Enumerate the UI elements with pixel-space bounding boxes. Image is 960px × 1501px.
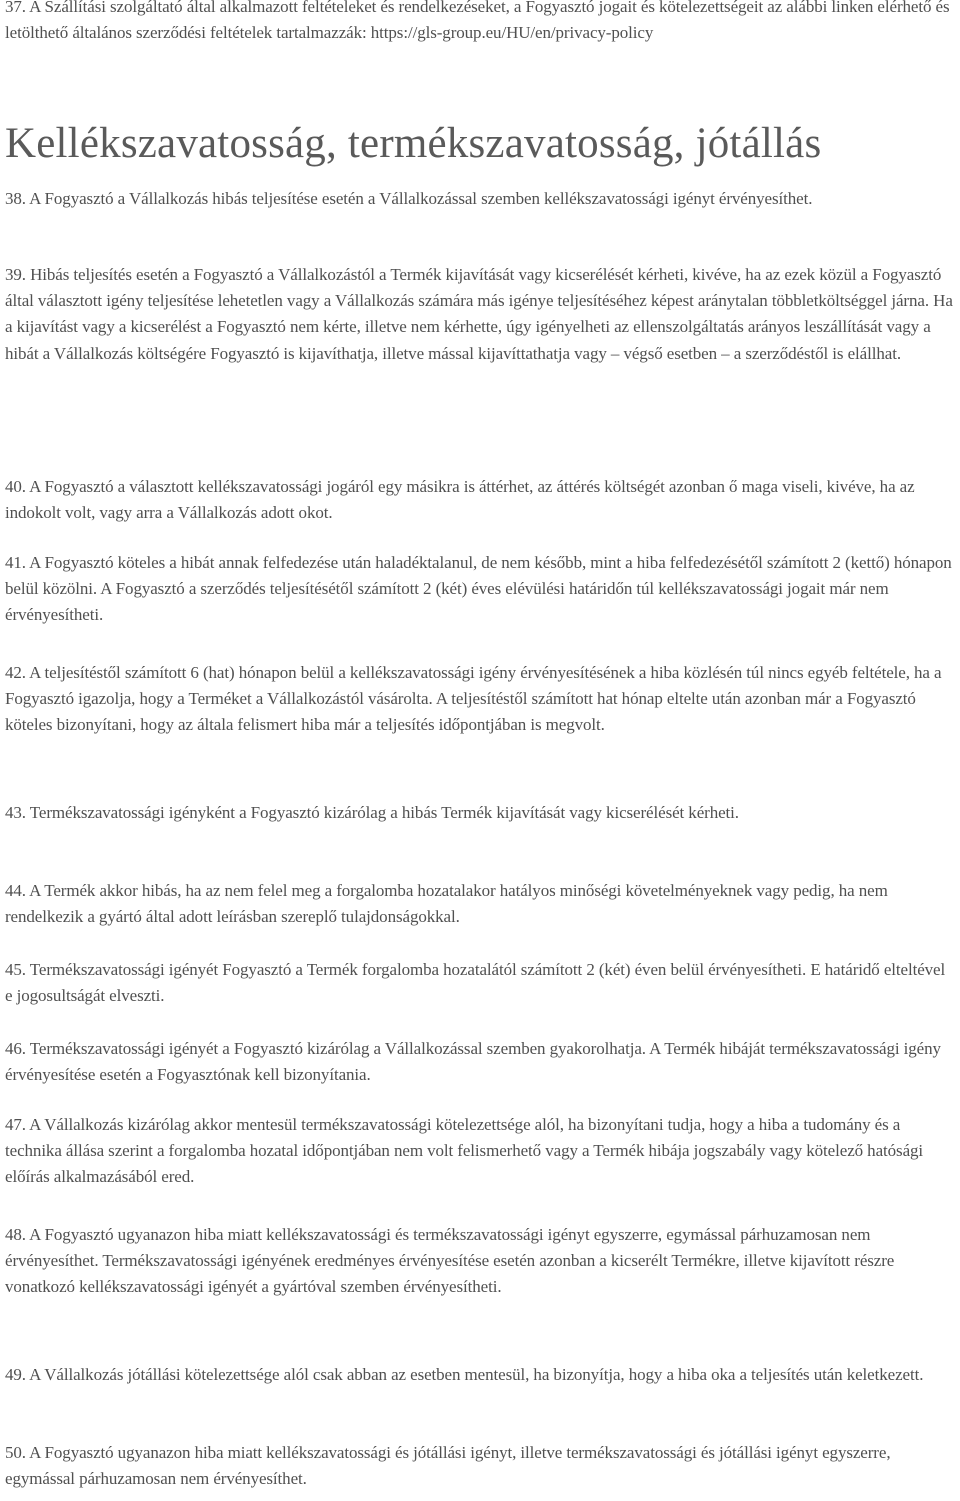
paragraph-42: 42. A teljesítéstől számított 6 (hat) hónapon belül a kellékszavatossági igény érvényesítésének a hiba közlésén túl nincs egyéb feltétele, ha a Fogyasztó igazolja, hogy a Terméket a Vállalkozástól vásárolta. A teljesítéstől számított hat hónap eltelte után azonban már a Fogyasztó köteles bizonyítani, hogy az általa felismert hiba már a teljesítés időpontjában is megvolt. bbox=[5, 663, 942, 735]
paragraph-47: 47. A Vállalkozás kizárólag akkor mentesül termékszavatossági kötelezettsége alól, ha bizonyítani tudja, hogy a hiba a tudomány és a technika állása szerint a forgalomba hozatal időpontjában nem volt felismerhető vagy a Termék hibája jogszabály vagy kötelező hatósági előírás alkalmazásából ered. bbox=[5, 1115, 924, 1187]
paragraph-50: 50. A Fogyasztó ugyanazon hiba miatt kellékszavatossági és jótállási igényt, illetve termékszavatossági és jótállási igényt egyszerre, egymással párhuzamosan nem érvényesíthet. bbox=[5, 1443, 891, 1489]
section-heading: Kellékszavatosság, termékszavatosság, jótállás bbox=[5, 120, 822, 167]
paragraph-44: 44. A Termék akkor hibás, ha az nem felel meg a forgalomba hozatalakor hatályos minőségi követelményeknek vagy pedig, ha nem rendelkezik a gyártó által adott leírásban szereplő tulajdonságokkal. bbox=[5, 881, 888, 927]
paragraph-45: 45. Termékszavatossági igényét Fogyasztó a Termék forgalomba hozatalától számított 2 (két) éven belül érvényesítheti. E határidő elteltével e jogosultságát elveszti. bbox=[5, 960, 946, 1006]
paragraph-39: 39. Hibás teljesítés esetén a Fogyasztó a Vállalkozástól a Termék kijavítását vagy kicserélését kérheti, kivéve, ha az ezek közül a Fogyasztó által választott igény teljesítése lehetetlen vagy a Vállalkozás számára más igénye teljesítéséhez képest aránytalan többletköltséggel járna. Ha a kijavítást vagy a kicserélést a Fogyasztó nem kérte, illetve nem kérhette, úgy igényelheti az ellenszolgáltatás arányos leszállítását vagy a hibát a Vállalkozás költségére Fogyasztó is kijavíthatja, illetve mással kijavíttathatja vagy – végső esetben – a szerződéstől is elállhat. bbox=[5, 265, 953, 363]
paragraph-46: 46. Termékszavatossági igényét a Fogyasztó kizárólag a Vállalkozással szemben gyakorolhatja. A Termék hibáját termékszavatossági igény érvényesítése esetén a Fogyasztónak kell bizonyítania. bbox=[5, 1039, 941, 1085]
paragraph-37: 37. A Szállítási szolgáltató által alkalmazott feltételeket és rendelkezéseket, a Fogyasztó jogait és kötelezettségeit az alábbi linken elérhető és letölthető általános szerződési feltételek tartalmazzák: https://gls-group.eu/HU/en/privacy-policy bbox=[5, 0, 950, 43]
paragraph-49: 49. A Vállalkozás jótállási kötelezettsége alól csak abban az esetben mentesül, ha bizonyítja, hogy a hiba oka a teljesítés után keletkezett. bbox=[5, 1365, 924, 1384]
paragraph-48: 48. A Fogyasztó ugyanazon hiba miatt kellékszavatossági és termékszavatossági igényt egyszerre, egymással párhuzamosan nem érvényesíthet. Termékszavatossági igényének eredményes érvényesítése esetén azonban a kicserélt Termékre, illetve kijavított részre vonatkozó kellékszavatossági igényét a gyártóval szemben érvényesítheti. bbox=[5, 1225, 895, 1297]
paragraph-43: 43. Termékszavatossági igényként a Fogyasztó kizárólag a hibás Termék kijavítását vagy kicserélését kérheti. bbox=[5, 803, 739, 822]
paragraph-38: 38. A Fogyasztó a Vállalkozás hibás teljesítése esetén a Vállalkozással szemben kellékszavatossági igényt érvényesíthet. bbox=[5, 189, 813, 208]
paragraph-40: 40. A Fogyasztó a választott kellékszavatossági jogáról egy másikra is áttérhet, az áttérés költségét azonban ő maga viseli, kivéve, ha az indokolt volt, vagy arra a Vállalkozás adott okot. bbox=[5, 477, 915, 523]
paragraph-41: 41. A Fogyasztó köteles a hibát annak felfedezése után haladéktalanul, de nem később, mint a hiba felfedezésétől számított 2 (kettő) hónapon belül közölni. A Fogyasztó a szerződés teljesítésétől számított 2 (két) éves elévülési határidőn túl kellékszavatossági jogait már nem érvényesítheti. bbox=[5, 553, 952, 625]
